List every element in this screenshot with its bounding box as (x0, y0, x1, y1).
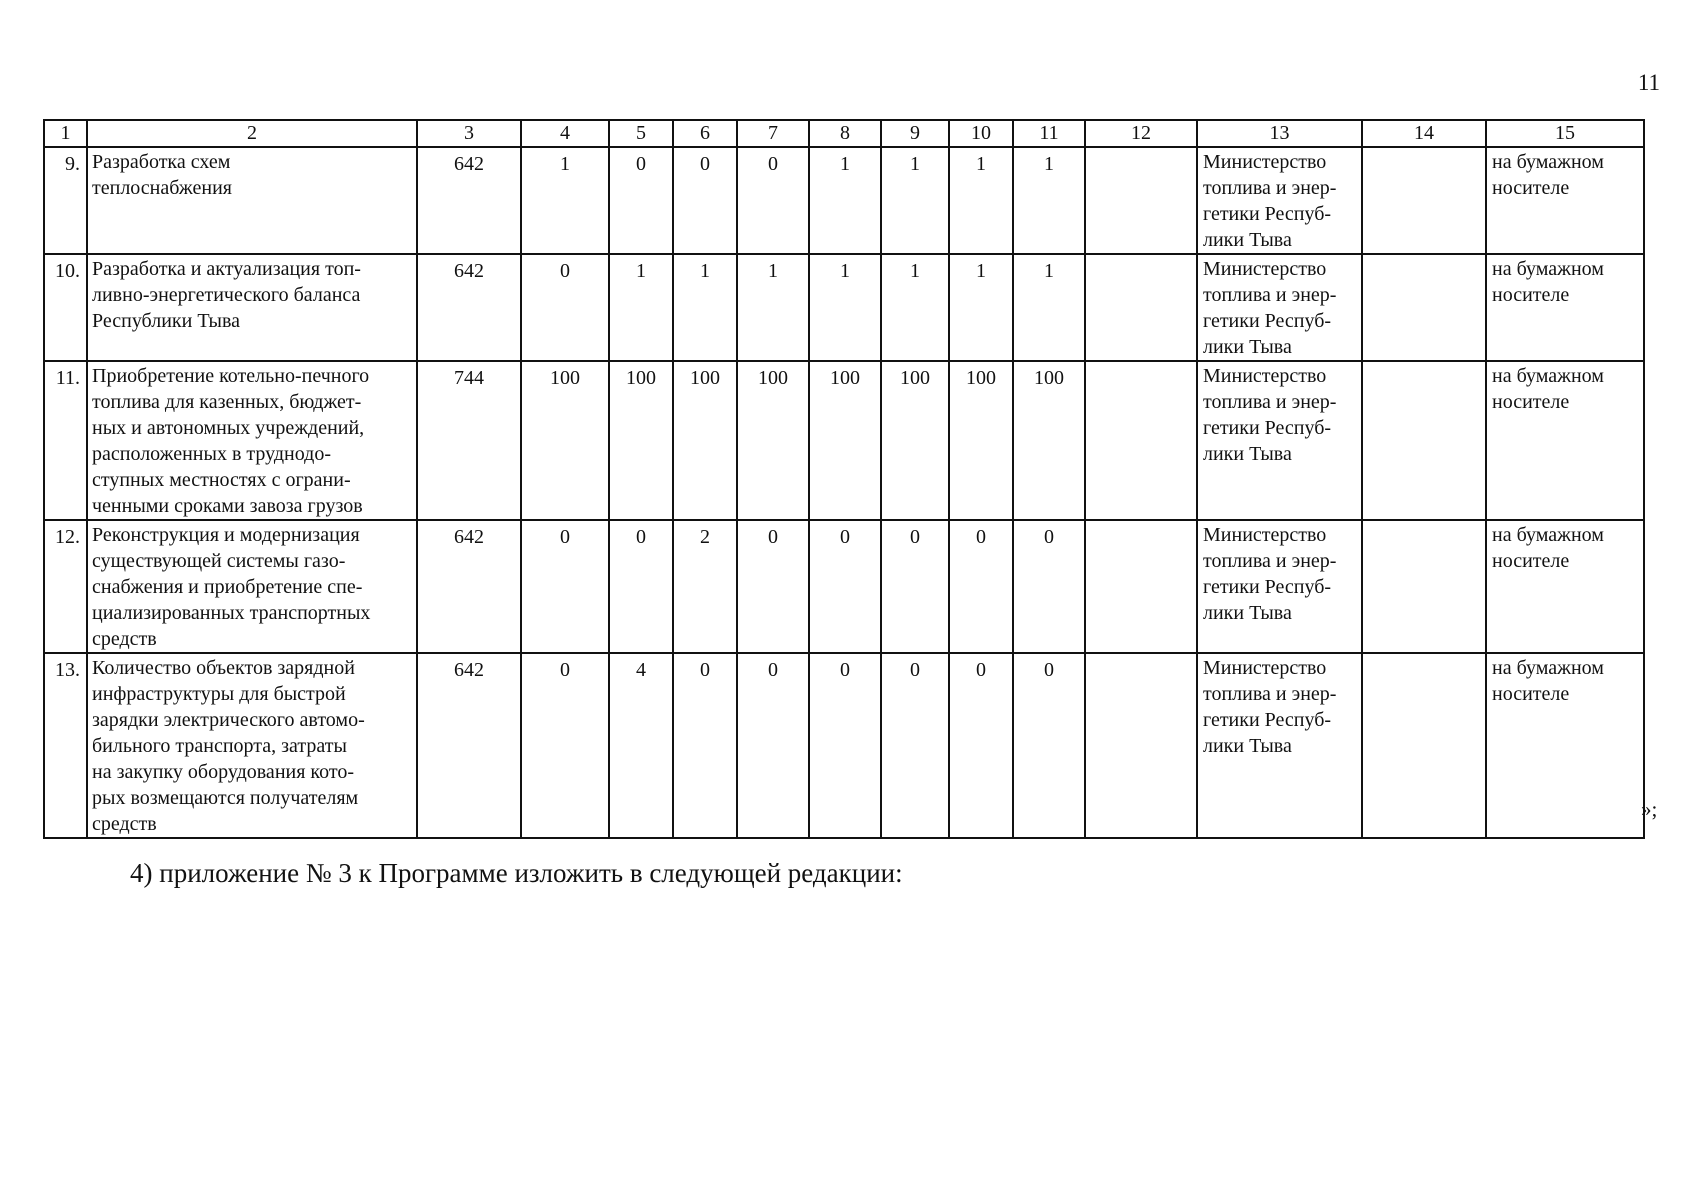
value-cell: 100 (521, 361, 609, 520)
header-cell-13: 13 (1197, 120, 1362, 147)
value-cell: 1 (949, 254, 1013, 361)
executor-cell-line: Министерство (1203, 524, 1327, 546)
unit-code-cell: 642 (417, 653, 521, 838)
value-cell: 0 (673, 653, 737, 838)
indicator-name-cell-line: средств (92, 813, 157, 835)
column-14-cell (1362, 361, 1486, 520)
format-cell (1486, 361, 1644, 520)
value-cell: 2 (673, 520, 737, 653)
executor-cell-line: топлива и энер- (1203, 683, 1337, 705)
header-cell-11: 11 (1013, 120, 1085, 147)
header-cell-2: 2 (87, 120, 417, 147)
value-cell: 1 (881, 254, 949, 361)
instruction-paragraph: 4) приложение № 3 к Программе изложить в следующей редакции: (130, 858, 903, 888)
indicator-name-cell-line: Республики Тыва (92, 310, 241, 332)
format-cell-line: носителе (1492, 391, 1570, 413)
executor-cell-line: топлива и энер- (1203, 284, 1337, 306)
header-row (44, 120, 1644, 147)
header-cell-8: 8 (809, 120, 881, 147)
executor-cell-line: гетики Респуб- (1203, 203, 1332, 225)
indicator-name-cell-line: ных и автономных учреждений, (92, 417, 365, 439)
executor-cell-line: Министерство (1203, 151, 1327, 173)
table-row (44, 361, 1644, 520)
executor-cell-line: гетики Респуб- (1203, 310, 1332, 332)
executor-cell-line: топлива и энер- (1203, 550, 1337, 572)
executor-cell-line: топлива и энер- (1203, 391, 1337, 413)
column-14-cell (1362, 653, 1486, 838)
page-number: 11 (1637, 70, 1660, 95)
indicator-name-cell-line: ступных местностях с ограни- (92, 469, 351, 491)
format-cell-line: на бумажном (1492, 365, 1604, 387)
table-body (44, 147, 1644, 838)
column-14-cell (1362, 254, 1486, 361)
value-cell: 1 (609, 254, 673, 361)
table-header (44, 120, 1644, 147)
column-14-cell (1362, 147, 1486, 254)
indicator-name-cell-line: Разработка и актуализация топ- (92, 258, 361, 280)
header-cell-9: 9 (881, 120, 949, 147)
table-row (44, 653, 1644, 838)
value-cell: 0 (881, 653, 949, 838)
value-cell: 1 (881, 147, 949, 254)
value-cell: 0 (609, 147, 673, 254)
value-cell: 1 (1013, 147, 1085, 254)
header-cell-3: 3 (417, 120, 521, 147)
value-cell: 100 (1013, 361, 1085, 520)
format-cell-line: на бумажном (1492, 258, 1604, 280)
value-cell: 100 (673, 361, 737, 520)
header-cell-14: 14 (1362, 120, 1486, 147)
header-cell-10: 10 (949, 120, 1013, 147)
header-cell-5: 5 (609, 120, 673, 147)
value-cell: 0 (737, 653, 809, 838)
format-cell-line: носителе (1492, 550, 1570, 572)
indicator-name-cell (87, 147, 417, 254)
executor-cell-line: лики Тыва (1203, 602, 1292, 624)
row-number-cell: 12. (44, 520, 87, 653)
value-cell: 0 (809, 520, 881, 653)
column-12-cell (1085, 653, 1197, 838)
indicator-name-cell (87, 653, 417, 838)
header-cell-4: 4 (521, 120, 609, 147)
value-cell: 4 (609, 653, 673, 838)
value-cell: 0 (1013, 520, 1085, 653)
indicators-table (43, 119, 1645, 839)
header-cell-6: 6 (673, 120, 737, 147)
unit-code-cell: 642 (417, 254, 521, 361)
format-cell-line: на бумажном (1492, 151, 1604, 173)
value-cell: 0 (881, 520, 949, 653)
value-cell: 0 (737, 147, 809, 254)
row-number-cell: 9. (44, 147, 87, 254)
table-row (44, 147, 1644, 254)
value-cell: 100 (881, 361, 949, 520)
executor-cell-line: лики Тыва (1203, 229, 1292, 251)
value-cell: 0 (609, 520, 673, 653)
indicator-name-cell (87, 361, 417, 520)
executor-cell (1197, 653, 1362, 838)
executor-cell-line: топлива и энер- (1203, 177, 1337, 199)
indicator-name-cell-line: средств (92, 628, 157, 650)
value-cell: 1 (673, 254, 737, 361)
format-cell (1486, 653, 1644, 838)
indicator-name-cell-line: существующей системы газо- (92, 550, 346, 572)
value-cell: 1 (809, 147, 881, 254)
executor-cell-line: гетики Респуб- (1203, 709, 1332, 731)
value-cell: 0 (1013, 653, 1085, 838)
column-12-cell (1085, 361, 1197, 520)
column-12-cell (1085, 254, 1197, 361)
format-cell-line: на бумажном (1492, 524, 1604, 546)
value-cell: 0 (737, 520, 809, 653)
column-14-cell (1362, 520, 1486, 653)
row-number-cell: 11. (44, 361, 87, 520)
value-cell: 100 (809, 361, 881, 520)
value-cell: 0 (521, 254, 609, 361)
indicator-name-cell-line: расположенных в труднодо- (92, 443, 331, 465)
indicator-name-cell (87, 520, 417, 653)
executor-cell-line: Министерство (1203, 258, 1327, 280)
indicator-name-cell-line: топлива для казенных, бюджет- (92, 391, 362, 413)
format-cell-line: носителе (1492, 177, 1570, 199)
header-cell-7: 7 (737, 120, 809, 147)
value-cell: 100 (609, 361, 673, 520)
format-cell-line: носителе (1492, 284, 1570, 306)
format-cell (1486, 147, 1644, 254)
value-cell: 0 (673, 147, 737, 254)
executor-cell (1197, 361, 1362, 520)
row-number-cell: 10. (44, 254, 87, 361)
header-cell-1: 1 (44, 120, 87, 147)
closing-quote-mark: »; (1641, 797, 1658, 821)
indicator-name-cell-line: рых возмещаются получателям (92, 787, 359, 809)
value-cell: 0 (521, 520, 609, 653)
value-cell: 100 (737, 361, 809, 520)
value-cell: 0 (521, 653, 609, 838)
unit-code-cell: 642 (417, 147, 521, 254)
executor-cell-line: Министерство (1203, 365, 1327, 387)
indicator-name-cell-line: зарядки электрического автомо- (92, 709, 365, 731)
executor-cell-line: Министерство (1203, 657, 1327, 679)
table-row (44, 254, 1644, 361)
indicator-name-cell-line: ченными сроками завоза грузов (92, 495, 363, 517)
format-cell-line: на бумажном (1492, 657, 1604, 679)
executor-cell (1197, 254, 1362, 361)
header-cell-12: 12 (1085, 120, 1197, 147)
row-number-cell: 13. (44, 653, 87, 838)
executor-cell-line: лики Тыва (1203, 735, 1292, 757)
indicator-name-cell-line: Количество объектов зарядной (92, 657, 355, 679)
executor-cell (1197, 147, 1362, 254)
indicator-name-cell-line: снабжения и приобретение спе- (92, 576, 363, 598)
indicator-name-cell-line: на закупку оборудования кото- (92, 761, 354, 783)
format-cell (1486, 254, 1644, 361)
format-cell-line: носителе (1492, 683, 1570, 705)
value-cell: 1 (809, 254, 881, 361)
indicator-name-cell-line: ливно-энергетического баланса (92, 284, 361, 306)
header-cell-15: 15 (1486, 120, 1644, 147)
column-12-cell (1085, 147, 1197, 254)
executor-cell-line: лики Тыва (1203, 443, 1292, 465)
executor-cell (1197, 520, 1362, 653)
indicator-name-cell-line: Приобретение котельно-печного (92, 365, 370, 387)
indicator-name-cell-line: теплоснабжения (92, 177, 232, 199)
value-cell: 1 (949, 147, 1013, 254)
value-cell: 0 (949, 520, 1013, 653)
indicator-name-cell-line: Реконструкция и модернизация (92, 524, 360, 546)
unit-code-cell: 744 (417, 361, 521, 520)
executor-cell-line: гетики Респуб- (1203, 417, 1332, 439)
table-row (44, 520, 1644, 653)
value-cell: 0 (949, 653, 1013, 838)
indicator-name-cell-line: циализированных транспортных (92, 602, 371, 624)
executor-cell-line: лики Тыва (1203, 336, 1292, 358)
indicator-name-cell-line: Разработка схем (92, 151, 231, 173)
column-12-cell (1085, 520, 1197, 653)
indicator-name-cell-line: бильного транспорта, затраты (92, 735, 347, 757)
value-cell: 1 (737, 254, 809, 361)
value-cell: 1 (521, 147, 609, 254)
unit-code-cell: 642 (417, 520, 521, 653)
indicator-name-cell (87, 254, 417, 361)
value-cell: 0 (809, 653, 881, 838)
executor-cell-line: гетики Респуб- (1203, 576, 1332, 598)
value-cell: 1 (1013, 254, 1085, 361)
value-cell: 100 (949, 361, 1013, 520)
format-cell (1486, 520, 1644, 653)
indicator-name-cell-line: инфраструктуры для быстрой (92, 683, 346, 705)
